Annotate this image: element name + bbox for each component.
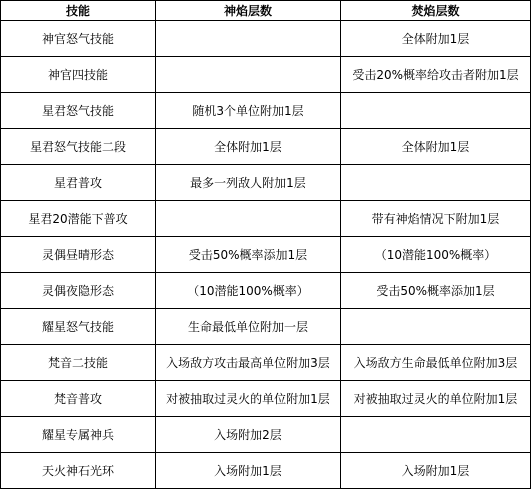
burning-flame-cell <box>341 165 531 201</box>
burning-flame-cell: 对被抽取过灵火的单位附加1层 <box>341 381 531 417</box>
skill-name-cell: 星君普攻 <box>1 165 156 201</box>
skill-name-cell: 耀星怒气技能 <box>1 309 156 345</box>
divine-flame-cell: 最多一列敌人附加1层 <box>156 165 341 201</box>
table-row <box>1 309 531 345</box>
table-row <box>1 57 531 93</box>
header-divine-flame-layers: 神焰层数 <box>156 1 341 21</box>
table-body <box>1 21 531 489</box>
skill-name-cell: 灵偶夜隐形态 <box>1 273 156 309</box>
table-row <box>1 129 531 165</box>
skill-name-cell: 梵音二技能 <box>1 345 156 381</box>
divine-flame-cell: 生命最低单位附加一层 <box>156 309 341 345</box>
skill-name-cell: 星君20潜能下普攻 <box>1 201 156 237</box>
divine-flame-cell: 随机3个单位附加1层 <box>156 93 341 129</box>
divine-flame-cell: 全体附加1层 <box>156 129 341 165</box>
table-row <box>1 273 531 309</box>
header-burning-flame-layers: 焚焰层数 <box>341 1 531 21</box>
divine-flame-cell <box>156 21 341 57</box>
burning-flame-cell: 受击50%概率添加1层 <box>341 273 531 309</box>
divine-flame-cell: （10潜能100%概率） <box>156 273 341 309</box>
divine-flame-cell: 受击50%概率添加1层 <box>156 237 341 273</box>
skill-name-cell: 天火神石光环 <box>1 453 156 489</box>
burning-flame-cell: 带有神焰情况下附加1层 <box>341 201 531 237</box>
skill-name-cell: 神官四技能 <box>1 57 156 93</box>
skill-name-cell: 星君怒气技能二段 <box>1 129 156 165</box>
burning-flame-cell: （10潜能100%概率） <box>341 237 531 273</box>
table-row <box>1 417 531 453</box>
divine-flame-cell <box>156 201 341 237</box>
divine-flame-cell: 入场附加2层 <box>156 417 341 453</box>
burning-flame-cell: 入场敌方生命最低单位附加3层 <box>341 345 531 381</box>
skill-name-cell: 耀星专属神兵 <box>1 417 156 453</box>
table-row <box>1 345 531 381</box>
table-row <box>1 201 531 237</box>
table-row <box>1 453 531 489</box>
burning-flame-cell: 入场附加1层 <box>341 453 531 489</box>
table-row <box>1 165 531 201</box>
burning-flame-cell: 全体附加1层 <box>341 129 531 165</box>
divine-flame-cell: 入场敌方攻击最高单位附加3层 <box>156 345 341 381</box>
table-row <box>1 381 531 417</box>
skill-name-cell: 梵音普攻 <box>1 381 156 417</box>
table-header-row <box>1 1 531 21</box>
divine-flame-cell <box>156 57 341 93</box>
burning-flame-cell: 全体附加1层 <box>341 21 531 57</box>
table-row <box>1 21 531 57</box>
divine-flame-cell: 入场附加1层 <box>156 453 341 489</box>
burning-flame-cell <box>341 93 531 129</box>
skill-name-cell: 神官怒气技能 <box>1 21 156 57</box>
skill-name-cell: 灵偶昼晴形态 <box>1 237 156 273</box>
header-skill: 技能 <box>1 1 156 21</box>
divine-flame-cell: 对被抽取过灵火的单位附加1层 <box>156 381 341 417</box>
table-row <box>1 237 531 273</box>
burning-flame-cell <box>341 417 531 453</box>
burning-flame-cell <box>341 309 531 345</box>
skill-name-cell: 星君怒气技能 <box>1 93 156 129</box>
burning-flame-cell: 受击20%概率给攻击者附加1层 <box>341 57 531 93</box>
table-row <box>1 93 531 129</box>
